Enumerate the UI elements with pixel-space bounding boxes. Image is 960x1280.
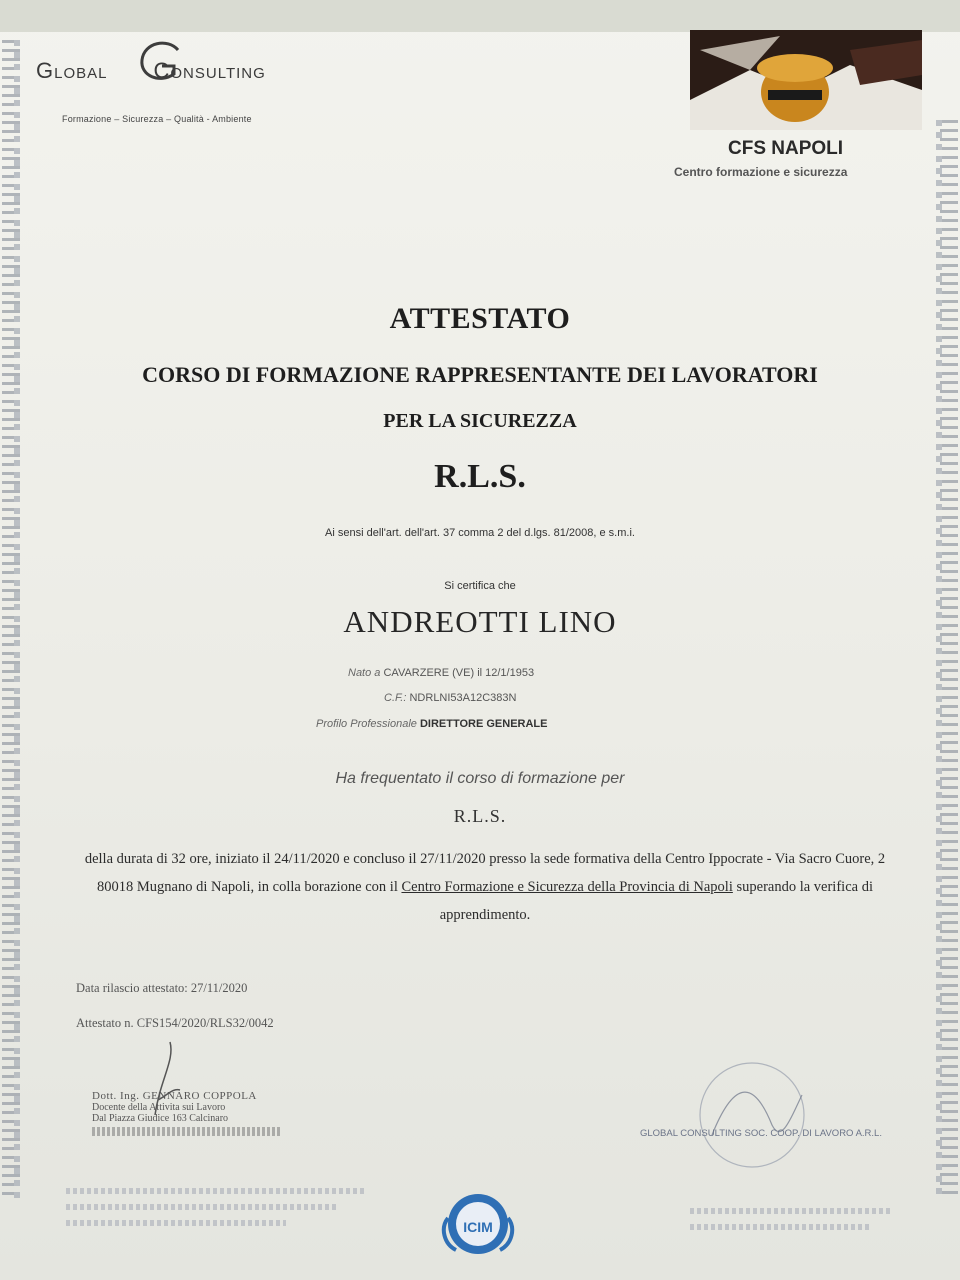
- teacher-role-line1: Docente della Attivita sui Lavoro: [92, 1102, 226, 1113]
- footer-right-text-blur: [690, 1208, 890, 1214]
- logo-word-consulting: Consulting: [153, 58, 266, 83]
- profile-label: Profilo Professionale: [316, 718, 417, 730]
- global-consulting-logo: [36, 40, 356, 100]
- icim-logo-text: ICIM: [463, 1219, 493, 1235]
- logo-word-global: Global: [36, 58, 108, 83]
- teacher-signature-block: [92, 1090, 322, 1136]
- footer-left-text-blur-2: [66, 1204, 336, 1210]
- cfs-napoli-photo-logo: [690, 30, 922, 130]
- round-stamp-icon: [682, 1055, 822, 1175]
- stamp-text-blur: [92, 1127, 282, 1136]
- cf-value: NDRLNI53A12C383N: [409, 692, 517, 704]
- footer-left-text-blur-3: [66, 1220, 286, 1226]
- certifies-text: Si certifica che: [444, 580, 516, 592]
- holder-name: ANDREOTTI LINO: [343, 604, 617, 639]
- attended-text: Ha frequentato il corso di formazione per: [335, 770, 625, 787]
- issue-date: Data rilascio attestato: 27/11/2020: [76, 981, 248, 995]
- paragraph-part1: della durata di 32 ore, iniziato il 24/11/2020 e concluso il 27/11/2020 presso la sede formativa della Centro Ippocrate - Via Sacro Cuore, 2 80018 Mugnano di Napoli, in colla borazione con il: [84, 851, 886, 895]
- course-title-line1: CORSO DI FORMAZIONE RAPPRESENTANTE DEI LAVORATORI: [142, 362, 818, 387]
- right-greek-border: [940, 120, 958, 1200]
- course-description-paragraph: [80, 845, 890, 929]
- cf-label: C.F.:: [384, 692, 407, 704]
- training-center-link-text: Centro Formazione e Sicurezza della Provincia di Napoli: [401, 879, 733, 895]
- born-value: CAVARZERE (VE) il 12/1/1953: [383, 667, 535, 679]
- profile-info: [316, 718, 547, 730]
- icim-certification-logo: [436, 1188, 520, 1258]
- teacher-name: Dott. Ing. GENNARO COPPOLA: [92, 1090, 257, 1102]
- footer-right-text-blur-2: [690, 1224, 870, 1230]
- birth-info: [348, 667, 534, 679]
- teacher-role-line2: Dal Piazza Giudice 163 Calcinaro: [92, 1113, 229, 1124]
- profile-value: DIRETTORE GENERALE: [419, 718, 548, 730]
- law-reference: Ai sensi dell'art. dell'art. 37 comma 2 del d.lgs. 81/2008, e s.m.i.: [325, 527, 635, 539]
- cfs-napoli-name: CFS NAPOLI: [728, 138, 844, 159]
- g-swirl-icon: [134, 40, 190, 90]
- footer-left-text-blur: [66, 1188, 366, 1194]
- cfs-napoli-subtitle: Centro formazione e sicurezza: [674, 165, 848, 179]
- course-title-line2: PER LA SICUREZZA: [383, 410, 577, 432]
- course-acronym: R.L.S.: [434, 458, 526, 495]
- born-label: Nato a: [348, 667, 381, 679]
- company-stamp-text: GLOBAL CONSULTING SOC. COOP. DI LAVORO A.R.L.: [640, 1128, 882, 1139]
- global-consulting-tagline: Formazione – Sicurezza – Qualità - Ambiente: [62, 114, 252, 124]
- attended-course-acronym: R.L.S.: [453, 806, 507, 826]
- certificate-number: Attestato n. CFS154/2020/RLS32/0042: [76, 1016, 274, 1030]
- top-strip: [0, 0, 960, 32]
- certificate-title: ATTESTATO: [389, 302, 571, 335]
- paragraph-part2: superando la verifica di apprendimento.: [439, 879, 873, 923]
- fiscal-code-info: [384, 692, 516, 704]
